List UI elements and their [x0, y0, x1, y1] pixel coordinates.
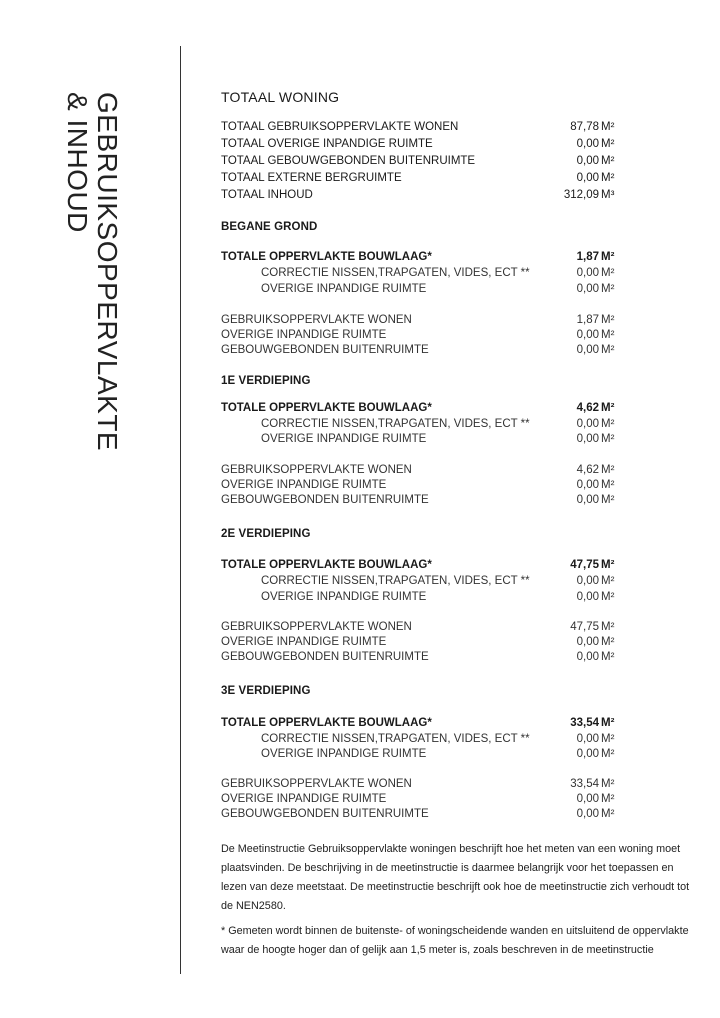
row-unit: M²	[601, 267, 615, 279]
row-value: 0,00	[576, 793, 599, 805]
row-unit: M²	[601, 464, 615, 476]
row-label: CORRECTIE NISSEN,TRAPGATEN, VIDES, ECT **	[261, 575, 530, 587]
floor-row	[221, 619, 621, 635]
row-unit: M²	[601, 121, 615, 133]
row-unit: M²	[601, 778, 615, 790]
row-unit: M²	[601, 329, 615, 341]
vertical-divider	[180, 46, 181, 974]
row-label: TOTALE OPPERVLAKTE BOUWLAAG*	[221, 717, 432, 729]
row-value: 33,54	[570, 778, 599, 790]
row-value: 0,00	[576, 575, 599, 587]
row-unit: M²	[601, 575, 615, 587]
floor-sub-row	[221, 746, 621, 762]
row-label: GEBOUWGEBONDEN BUITENRUIMTE	[221, 808, 429, 820]
floor-total-row	[221, 249, 621, 265]
row-unit: M²	[601, 808, 615, 820]
row-unit: M²	[601, 479, 615, 491]
totaal-row	[221, 170, 621, 186]
floor-row	[221, 462, 621, 478]
floor-sub-row	[221, 589, 621, 605]
row-value: 0,00	[576, 267, 599, 279]
row-value: 0,00	[576, 344, 599, 356]
row-label: OVERIGE INPANDIGE RUIMTE	[221, 329, 387, 341]
row-label: TOTAAL OVERIGE INPANDIGE RUIMTE	[221, 138, 433, 150]
row-value: 0,00	[576, 636, 599, 648]
row-value: 0,00	[576, 479, 599, 491]
row-label: TOTALE OPPERVLAKTE BOUWLAAG*	[221, 251, 432, 263]
floor-row	[221, 492, 621, 508]
row-value: 0,00	[576, 155, 599, 167]
footnote-meetinstructie: De Meetinstructie Gebruiksoppervlakte woningen beschrijft hoe het meten van een woning moet plaatsvinden. De beschrijving in de meetinstructie is daarmee belangrijk voor het toepassen en lezen van deze meetstaat. De meetinstructie beschrijft ook hoe de meetinstructie zich verhoudt tot de NEN2580.	[221, 843, 690, 912]
floor-row	[221, 634, 621, 650]
row-unit: M²	[601, 251, 615, 263]
floor-row	[221, 342, 621, 358]
totaal-row	[221, 136, 621, 152]
row-value: 0,00	[576, 433, 599, 445]
row-label: OVERIGE INPANDIGE RUIMTE	[221, 793, 387, 805]
floor-total-row	[221, 557, 621, 573]
row-unit: M²	[601, 717, 615, 729]
row-unit: M²	[601, 138, 615, 150]
row-label: OVERIGE INPANDIGE RUIMTE	[221, 636, 387, 648]
floor-row	[221, 776, 621, 792]
row-label: CORRECTIE NISSEN,TRAPGATEN, VIDES, ECT **	[261, 267, 530, 279]
row-label: GEBRUIKSOPPERVLAKTE WONEN	[221, 621, 412, 633]
floor-heading: 1E VERDIEPING	[221, 375, 311, 387]
row-unit: M²	[601, 591, 615, 603]
row-unit: M²	[601, 559, 615, 571]
floor-sub-row	[221, 731, 621, 747]
row-unit: M²	[601, 283, 615, 295]
floor-row	[221, 806, 621, 822]
totaal-row	[221, 153, 621, 169]
totaal-row	[221, 119, 621, 135]
row-label: TOTAAL INHOUD	[221, 189, 313, 201]
floor-row	[221, 312, 621, 328]
floor-row	[221, 477, 621, 493]
row-unit: M²	[601, 418, 615, 430]
row-label: GEBRUIKSOPPERVLAKTE WONEN	[221, 778, 412, 790]
row-unit: M²	[601, 733, 615, 745]
row-unit: M²	[601, 344, 615, 356]
row-value: 1,87	[576, 314, 599, 326]
row-value: 0,00	[576, 591, 599, 603]
floor-total-row	[221, 400, 621, 416]
floor-sub-row	[221, 416, 621, 432]
row-value: 0,00	[576, 808, 599, 820]
row-value: 1,87	[576, 251, 599, 263]
row-value: 87,78	[570, 121, 599, 133]
row-label: CORRECTIE NISSEN,TRAPGATEN, VIDES, ECT **	[261, 733, 530, 745]
row-unit: M²	[601, 314, 615, 326]
row-unit: M²	[601, 748, 615, 760]
footnotes	[221, 840, 691, 966]
row-label: TOTAAL GEBOUWGEBONDEN BUITENRUIMTE	[221, 155, 476, 167]
row-value: 47,75	[570, 621, 599, 633]
row-label: OVERIGE INPANDIGE RUIMTE	[261, 591, 427, 603]
row-unit: M²	[601, 172, 615, 184]
row-label: TOTAAL EXTERNE BERGRUIMTE	[221, 172, 402, 184]
footnote-gemeten: * Gemeten wordt binnen de buitenste- of woningscheidende wanden en uitsluitend de oppervlakte waar de hoogte hoger dan of gelijk aan 1,5 meter is, zoals beschreven in de meetinstructie	[221, 925, 689, 956]
row-label: OVERIGE INPANDIGE RUIMTE	[261, 748, 427, 760]
row-label: CORRECTIE NISSEN,TRAPGATEN, VIDES, ECT **	[261, 418, 530, 430]
totaal-row	[221, 187, 621, 203]
row-unit: M²	[601, 494, 615, 506]
side-title	[60, 92, 122, 452]
row-value: 4,62	[576, 464, 599, 476]
floor-total-row	[221, 715, 621, 731]
floor-heading: 2E VERDIEPING	[221, 528, 311, 540]
row-value: 0,00	[576, 138, 599, 150]
row-unit: M²	[601, 651, 615, 663]
row-label: GEBRUIKSOPPERVLAKTE WONEN	[221, 314, 412, 326]
row-unit: M²	[601, 433, 615, 445]
row-label: GEBOUWGEBONDEN BUITENRUIMTE	[221, 494, 429, 506]
floor-sub-row	[221, 281, 621, 297]
row-value: 0,00	[576, 733, 599, 745]
floor-row	[221, 327, 621, 343]
row-value: 0,00	[576, 494, 599, 506]
row-value: 0,00	[576, 172, 599, 184]
row-value: 4,62	[576, 402, 599, 414]
floor-sub-row	[221, 573, 621, 589]
side-title-line-2: & INHOUD	[62, 92, 93, 233]
row-label: TOTAAL GEBRUIKSOPPERVLAKTE WONEN	[221, 121, 459, 133]
row-value: 0,00	[576, 329, 599, 341]
row-unit: M²	[601, 621, 615, 633]
row-label: OVERIGE INPANDIGE RUIMTE	[221, 479, 387, 491]
row-label: GEBOUWGEBONDEN BUITENRUIMTE	[221, 344, 429, 356]
row-value: 0,00	[576, 748, 599, 760]
row-unit: M²	[601, 402, 615, 414]
floor-sub-row	[221, 265, 621, 281]
totaal-heading: TOTAAL WONING	[221, 89, 340, 105]
row-label: OVERIGE INPANDIGE RUIMTE	[261, 433, 427, 445]
row-value: 0,00	[576, 651, 599, 663]
row-unit: M²	[601, 793, 615, 805]
floor-heading: BEGANE GROND	[221, 221, 318, 233]
row-value: 47,75	[570, 559, 599, 571]
floor-row	[221, 791, 621, 807]
row-label: TOTALE OPPERVLAKTE BOUWLAAG*	[221, 559, 432, 571]
floor-row	[221, 649, 621, 665]
row-value: 312,09	[563, 189, 599, 201]
row-label: OVERIGE INPANDIGE RUIMTE	[261, 283, 427, 295]
row-label: TOTALE OPPERVLAKTE BOUWLAAG*	[221, 402, 432, 414]
side-title-line-1: GEBRUIKSOPPERVLAKTE	[92, 92, 123, 452]
row-unit: M²	[601, 636, 615, 648]
row-label: GEBOUWGEBONDEN BUITENRUIMTE	[221, 651, 429, 663]
row-unit: M²	[601, 155, 615, 167]
row-label: GEBRUIKSOPPERVLAKTE WONEN	[221, 464, 412, 476]
row-unit: M³	[601, 189, 615, 201]
floor-heading: 3E VERDIEPING	[221, 685, 311, 697]
row-value: 33,54	[570, 717, 599, 729]
row-value: 0,00	[576, 283, 599, 295]
row-value: 0,00	[576, 418, 599, 430]
floor-sub-row	[221, 431, 621, 447]
